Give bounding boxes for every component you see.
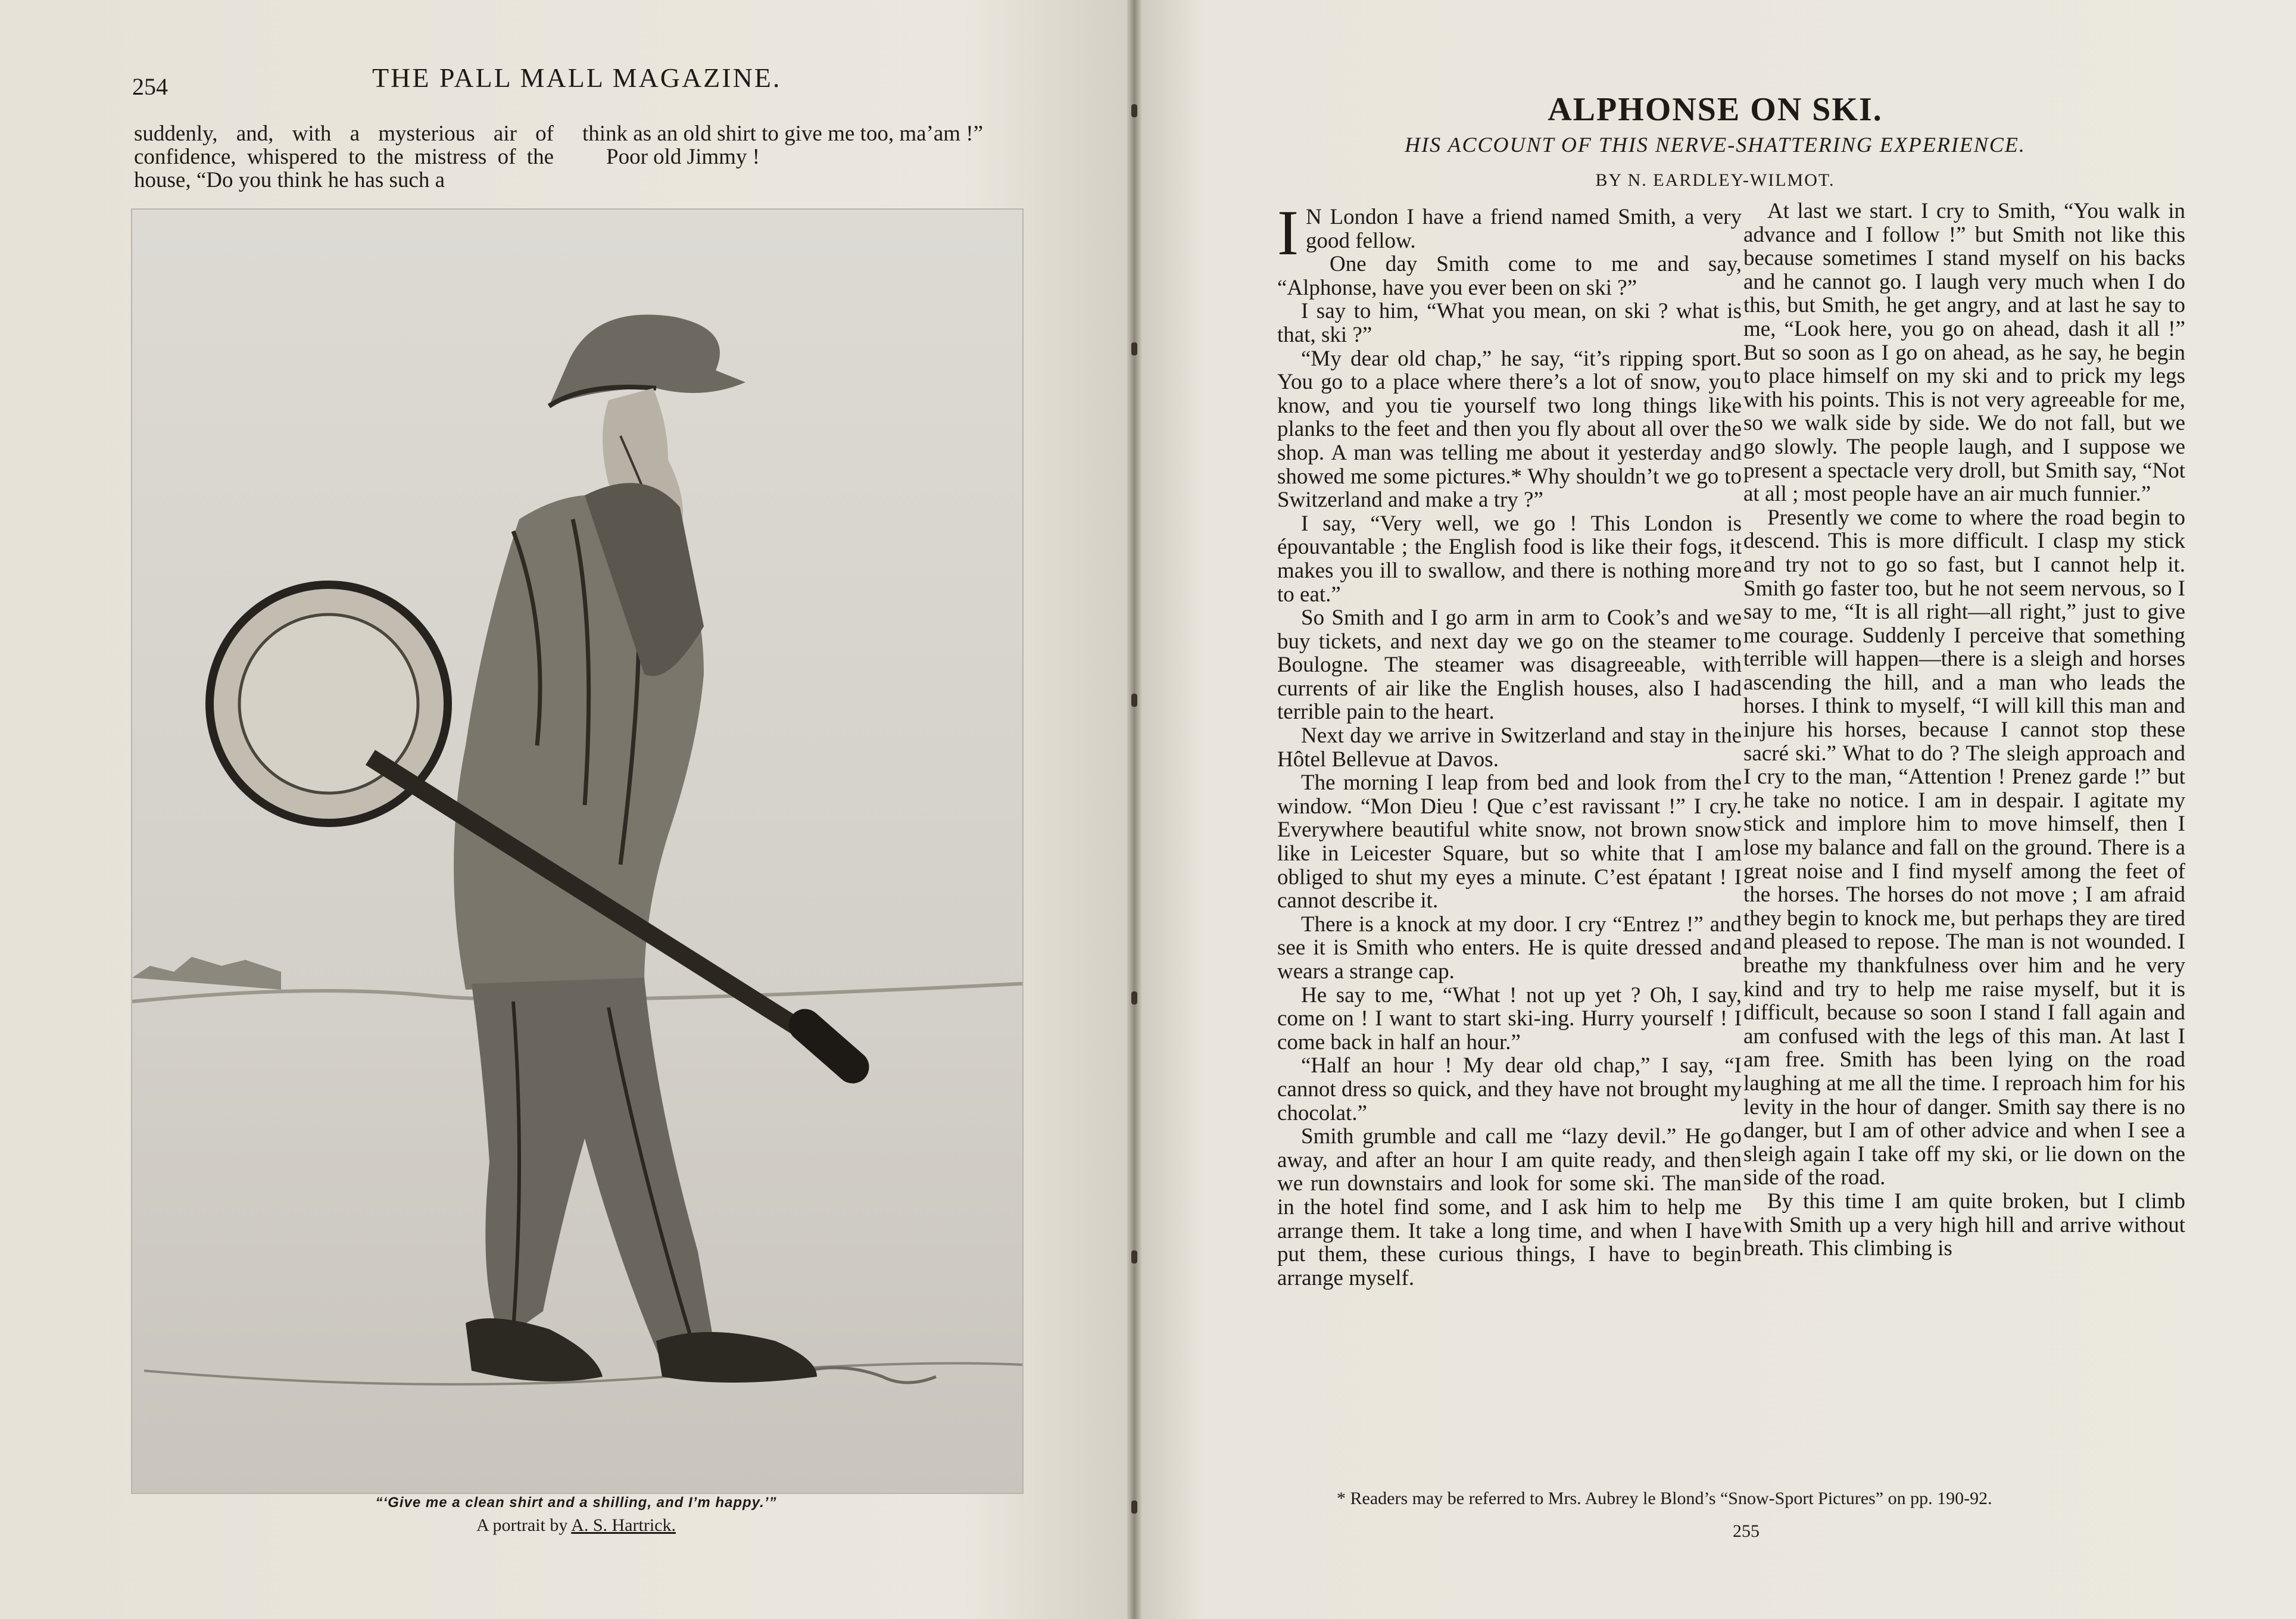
footnote: * Readers may be referred to Mrs. Aubrey le Blond’s “Snow-Sport Pictures” on pp. 190-92. (1337, 1489, 1992, 1508)
paragraph: Next day we arrive in Switzerland and stay in the Hôtel Bellevue at Davos. (1277, 723, 1742, 772)
binding-stitch (1131, 1501, 1137, 1514)
paragraph: He say to me, “What ! not up yet ? Oh, I say, come on ! I want to start ski-ing. Hurry yourself ! I come back in half an hour.” (1277, 982, 1742, 1055)
page-number-left: 254 (132, 73, 168, 100)
binding-stitch (1131, 991, 1137, 1005)
paragraph: “My dear old chap,” he say, “it’s ripping sport. You go to a place where there’s a lot of snow, you know, and you tie yourself two long things like planks to the feet and then you fly about all over the shop. A man was telling me about it yesterday and showed me some pictures.* Why shouldn’t we go to Switzerland and make a try ?” (1277, 346, 1742, 513)
article-subtitle: HIS ACCOUNT OF THIS NERVE-SHATTERING EXPERIENCE. (1405, 133, 2026, 157)
paragraph: suddenly, and, with a mysterious air of confidence, whispered to the mistress of the house, “Do you think he has such a (134, 121, 554, 192)
paragraph-text: N London I have a friend named Smith, a very good fellow. (1305, 205, 1742, 253)
right-column-2 (1743, 199, 2185, 1261)
illustration-credit (131, 1515, 1021, 1536)
binding-stitch (1131, 1250, 1137, 1264)
byline: BY N. EARDLEY-WILMOT. (1595, 170, 1835, 190)
binding-stitch (1131, 342, 1137, 355)
paragraph: Presently we come to where the road begin to descend. This is more difficult. I clasp my stick and try not to go so fast, but I cannot help it. Smith go faster too, but he not seem nervous, so I say to me, “It is all right—all right,” just to give me courage. Suddenly I perceive that something terrible will happen—there is a sleigh and horses ascending the hill, and a man who leads the horses. I think to myself, “I will kill this man and injure his horses, because I cannot stop these sacré ski.” What to do ? The sleigh approach and I cry to the man, “Attention ! Prenez garde !” but he take no notice. I am in despair. I agitate my stick and implore him to move himself, then I lose my balance and fall on the ground. There is a great noise and I find myself among the feet of the horses. The horses do not move ; I am afraid they begin to knock me, but perhaps they are tired and pleased to repose. The man is not wounded. I breathe my thankfulness over him and he very kind and try to help me raise myself, but it is difficult, because so soon I stand I fall again and am confused with the legs of this man. At last I am free. Smith has been lying on the road laughing at me all the time. I reproach him for his levity in the hour of danger. Smith say there is no danger, but I am of other advice and when I see a sleigh again I take off my ski, or lie down on the side of the road. (1743, 505, 2185, 1190)
paragraph: So Smith and I go arm in arm to Cook’s and we buy tickets, and next day we go on the steamer to Boulogne. The steamer was disagreeable, with currents of air like the English houses, also I had terrible pain to the heart. (1277, 606, 1742, 725)
paragraph: At last we start. I cry to Smith, “You walk in advance and I follow !” but Smith not like this because sometimes I stand myself on his backs and he cannot go. I laugh very much when I do this, but Smith, he get angry, and at last he say to me, “Look here, you go on ahead, dash it all !” But so soon as I go on ahead, as he say, he begin to place himself on my ski and to prick my legs with his points. This is not very agreeable for me, so we walk side by side. We do not fall, but we go slowly. The people laugh, and I suppose we present a spectacle very droll, but Smith say, “Not at all ; most people have an air much funnier.” (1743, 199, 2185, 507)
paragraph: Smith grumble and call me “lazy devil.” He go away, and after an hour I am quite ready, and then we run downstairs and look for some ski. The man in the hotel find some, and I ask him to help me arrange them. It take a long time, and when I have put them, these curious things, I have to begin arrange myself. (1277, 1124, 1742, 1290)
right-column-1 (1277, 198, 1742, 1290)
illustration-caption: “‘Give me a clean shirt and a shilling, and I’m happy.’” (375, 1495, 777, 1511)
credit-prefix: A portrait by (476, 1515, 572, 1535)
paragraph: “Half an hour ! My dear old chap,” I say, “I cannot dress so quick, and they have not brought my chocolat.” (1277, 1053, 1742, 1125)
paragraph: There is a knock at my door. I cry “Entrez !” and see it is Smith who enters. He is quite dressed and wears a strange cap. (1277, 912, 1742, 984)
left-column-1 (134, 122, 554, 192)
page-number-right: 255 (1733, 1521, 1760, 1541)
paragraph: By this time I am quite broken, but I climb with Smith up a very high hill and arrive without breath. This climbing is (1743, 1188, 2185, 1261)
article-title: ALPHONSE ON SKI. (1548, 91, 1883, 128)
paragraph-first (1277, 198, 1742, 269)
running-head: THE PALL MALL MAGAZINE. (372, 63, 782, 93)
artist-name: A. S. Hartrick. (571, 1515, 676, 1535)
binding-stitch (1131, 694, 1137, 707)
book-gutter (1127, 0, 1141, 1619)
paragraph: I say, “Very well, we go ! This London is épouvantable ; the English food is like their fogs, it makes you ill to swallow, and there is nothing more to eat.” (1277, 511, 1742, 607)
sketch-of-man-with-banjo (132, 210, 1022, 1493)
portrait-illustration (131, 208, 1024, 1494)
paragraph: One day Smith come to me and say, “Alphonse, have you ever been on ski ?” (1277, 252, 1742, 300)
drop-cap: I (1277, 198, 1299, 269)
paragraph: think as an old shirt to give me too, ma’am !” (582, 121, 984, 146)
paragraph: The morning I leap from bed and look from the window. “Mon Dieu ! Que c’est ravissant !” I cry. Everywhere beautiful white snow, not brown snow like in Leicester Square, but so white that I am obliged to shut my eyes a minute. C’est épatant ! I cannot describe it. (1277, 770, 1742, 913)
paragraph: I say to him, “What you mean, on ski ? what is that, ski ?” (1277, 299, 1742, 347)
left-column-2 (582, 122, 1000, 169)
paragraph: Poor old Jimmy ! (606, 145, 760, 169)
